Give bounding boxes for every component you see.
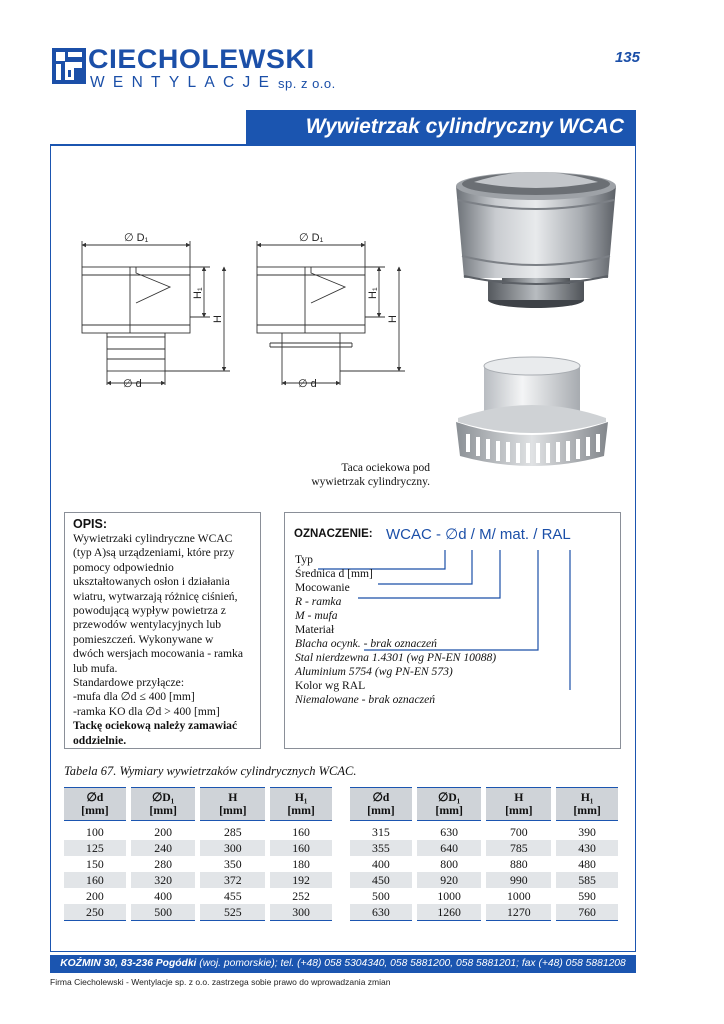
table-row: 150 280 350 180 <box>64 856 332 872</box>
description-line: przewodów wentylacyjnych lub <box>73 618 222 632</box>
designation-item-aluminium: Aluminium 5754 (wg PN-EN 573) <box>295 665 453 678</box>
description-line: powodującą wypływ powietrza z <box>73 604 226 618</box>
dim-h1-label-1: H₁ <box>192 287 204 299</box>
table-row: 355 640 785 430 <box>350 840 618 856</box>
description-line: wiatru, wytwarzają różnicę ciśnień, <box>73 589 238 603</box>
dim-h1-label-2: H₁ <box>367 287 379 299</box>
brand-company-form: sp. z o.o. <box>278 76 336 91</box>
dimensions-table-right <box>350 787 618 921</box>
photo-caption <box>292 461 430 489</box>
dim-d1-label-2: ∅ D₁ <box>299 232 324 244</box>
dimensions-table-left <box>64 787 332 921</box>
brand-name: CIECHOLEWSKI <box>88 44 315 74</box>
col-header-h: H [mm] <box>198 788 268 821</box>
table-row: 100 200 285 160 <box>64 821 332 841</box>
page-number: 135 <box>614 49 640 66</box>
description-line: -mufa dla ∅d ≤ 400 [mm] <box>73 690 195 704</box>
table-row: 450 920 990 585 <box>350 872 618 888</box>
drawing-mufa-version <box>82 241 230 385</box>
page-title: Wywietrzak cylindryczny WCAC <box>246 110 636 144</box>
col-header-d: ∅d [mm] <box>350 788 414 821</box>
product-photo-taca-ociekowa <box>444 352 626 472</box>
designation-code: WCAC - ∅d / M/ mat. / RAL <box>386 526 571 543</box>
designation-item-ramka: R - ramka <box>295 595 342 608</box>
description-note: Tackę ociekową należy zamawiać <box>73 719 238 733</box>
col-header-h1: H₁ [mm] <box>554 788 618 821</box>
designation-item-srednica: Średnica d [mm] <box>295 567 373 580</box>
footer-address-bar <box>50 955 636 973</box>
table-row: 500 1000 1000 590 <box>350 888 618 904</box>
table-row: 400 800 880 480 <box>350 856 618 872</box>
dim-h-label-1: H <box>212 315 224 323</box>
table-row: 250 500 525 300 <box>64 904 332 921</box>
dim-h-label-2: H <box>387 315 399 323</box>
designation-item-ral: Kolor wg RAL <box>295 679 366 692</box>
designation-item-mocowanie: Mocowanie <box>295 581 350 594</box>
col-header-d1: ∅D₁ [mm] <box>128 788 198 821</box>
table-row: 125 240 300 160 <box>64 840 332 856</box>
description-line: pomocy odpowiednio <box>73 560 174 574</box>
product-photo-wywietrzak <box>444 160 626 325</box>
copyright-note: Firma Ciecholewski - Wentylacje sp. z o.o. zastrzega sobie prawo do wprowadzania zmian <box>50 977 391 987</box>
designation-item-stal: Stal nierdzewna 1.4301 (wg PN-EN 10088) <box>295 651 497 664</box>
description-line: -ramka KO dla ∅d > 400 [mm] <box>73 704 220 718</box>
table-row: 160 320 372 192 <box>64 872 332 888</box>
table-row: 630 1260 1270 760 <box>350 904 618 921</box>
table-row: 315 630 700 390 <box>350 821 618 841</box>
description-title: OPIS: <box>73 517 108 531</box>
description-line: lub mufa. <box>73 661 118 675</box>
designation-item-niemalowane: Niemalowane - brak oznaczeń <box>295 693 436 706</box>
col-header-d: ∅d [mm] <box>64 788 128 821</box>
photo-caption-line: wywietrzak cylindryczny. <box>311 476 430 488</box>
description-line: dwóch wersjach mocowania - ramka <box>73 647 243 661</box>
description-text <box>73 532 254 748</box>
footer-address-rest: (woj. pomorskie); tel. (+48) 058 5304340, 058 5881200, 058 5881201; fax (+48) 058 5881208 <box>196 958 626 969</box>
description-line: ukształtowanych osłon i działania <box>73 575 230 589</box>
description-line: (typ A)są urządzeniami, które przy <box>73 546 235 560</box>
col-header-h1: H₁ [mm] <box>268 788 332 821</box>
description-line: Standardowe przyłącze: <box>73 676 185 690</box>
description-line: pomieszczeń. Wykonywane w <box>73 632 214 646</box>
dim-d-label-1: ∅ d <box>123 378 142 390</box>
designation-item-material: Materiał <box>295 623 335 636</box>
designation-item-typ: Typ <box>295 553 313 566</box>
brand-subtitle: WENTYLACJE <box>90 74 278 91</box>
company-logo-icon <box>52 48 86 84</box>
table-row: 200 400 455 252 <box>64 888 332 904</box>
description-note: oddzielnie. <box>73 733 127 747</box>
technical-drawing <box>70 225 440 395</box>
designation-item-mufa: M - mufa <box>295 609 338 622</box>
col-header-h: H [mm] <box>484 788 554 821</box>
col-header-d1: ∅D₁ [mm] <box>414 788 484 821</box>
designation-title: OZNACZENIE: <box>294 528 373 540</box>
description-line: Wywietrzaki cylindryczne WCAC <box>73 532 233 545</box>
footer-address-bold: KOŹMIN 30, 83-236 Pogódki <box>60 958 197 969</box>
photo-caption-line: Taca ociekowa pod <box>341 462 430 474</box>
designation-item-ocynk: Blacha ocynk. - brak oznaczeń <box>295 637 437 650</box>
dim-d1-label-1: ∅ D₁ <box>124 232 149 244</box>
table-caption: Tabela 67. Wymiary wywietrzaków cylindrycznych WCAC. <box>64 764 357 778</box>
dim-d-label-2: ∅ d <box>298 378 317 390</box>
description-box <box>64 512 261 749</box>
drawing-ramka-version <box>257 241 405 385</box>
